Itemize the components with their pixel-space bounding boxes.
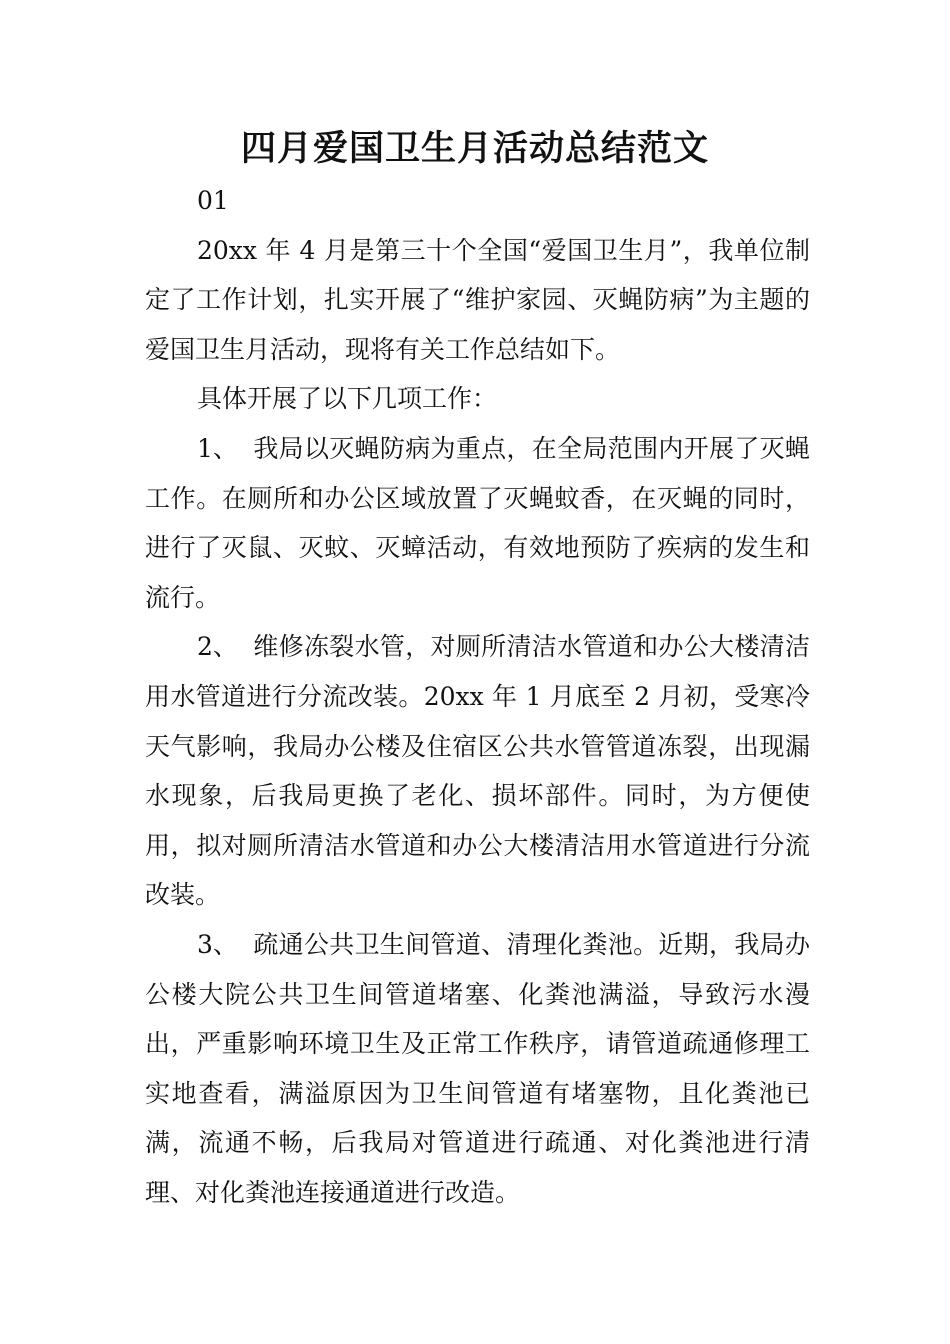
list-item-number: 2、: [197, 632, 238, 662]
intro-paragraph: 20xx 年 4 月是第三十个全国“爱国卫生月”，我单位制定了工作计划，扎实开展了“维护家园、灭蝇防病”为主题的爱国卫生月活动，现将有关工作总结如下。: [145, 235, 810, 364]
list-item: [145, 920, 810, 1218]
list-item-number: 3、: [197, 929, 238, 959]
section-number: 01: [197, 186, 229, 215]
list-item-text: 疏通公共卫生间管道、清理化粪池。近期，我局办公楼大院公共卫生间管道堵塞、化粪池满溢，导致污水漫出，严重影响环境卫生及正常工作秩序，请管道疏通修理工实地查看，满溢原因为卫生间管道有堵塞物，且化粪池已满，流通不畅，后我局对管道进行疏通、对化粪池进行清理、对化粪池连接通道进行改造。: [145, 929, 810, 1207]
list-item-text: 我局以灭蝇防病为重点，在全局范围内开展了灭蝇工作。在厕所和办公区域放置了灭蝇蚊香，在灭蝇的同时，进行了灭鼠、灭蚊、灭蟑活动，有效地预防了疾病的发生和流行。: [145, 433, 810, 612]
list-item-number: 1、: [197, 433, 238, 463]
list-item: [145, 622, 810, 920]
list-item: [145, 424, 810, 622]
document-title: 四月爱国卫生月活动总结范文: [240, 129, 709, 169]
document-body: [145, 176, 810, 1217]
list-item-text: 维修冻裂水管，对厕所清洁水管道和办公大楼清洁用水管道进行分流改装。20xx 年 1 月底至 2 月初，受寒冷天气影响，我局办公楼及住宿区公共水管管道冻裂，出现漏水现象，后我局更换了老化、损坏部件。同时，为方便使用，拟对厕所清洁水管道和办公大楼清洁用水管道进行分流改装。: [145, 632, 810, 910]
lead-paragraph: 具体开展了以下几项工作：: [197, 384, 498, 414]
